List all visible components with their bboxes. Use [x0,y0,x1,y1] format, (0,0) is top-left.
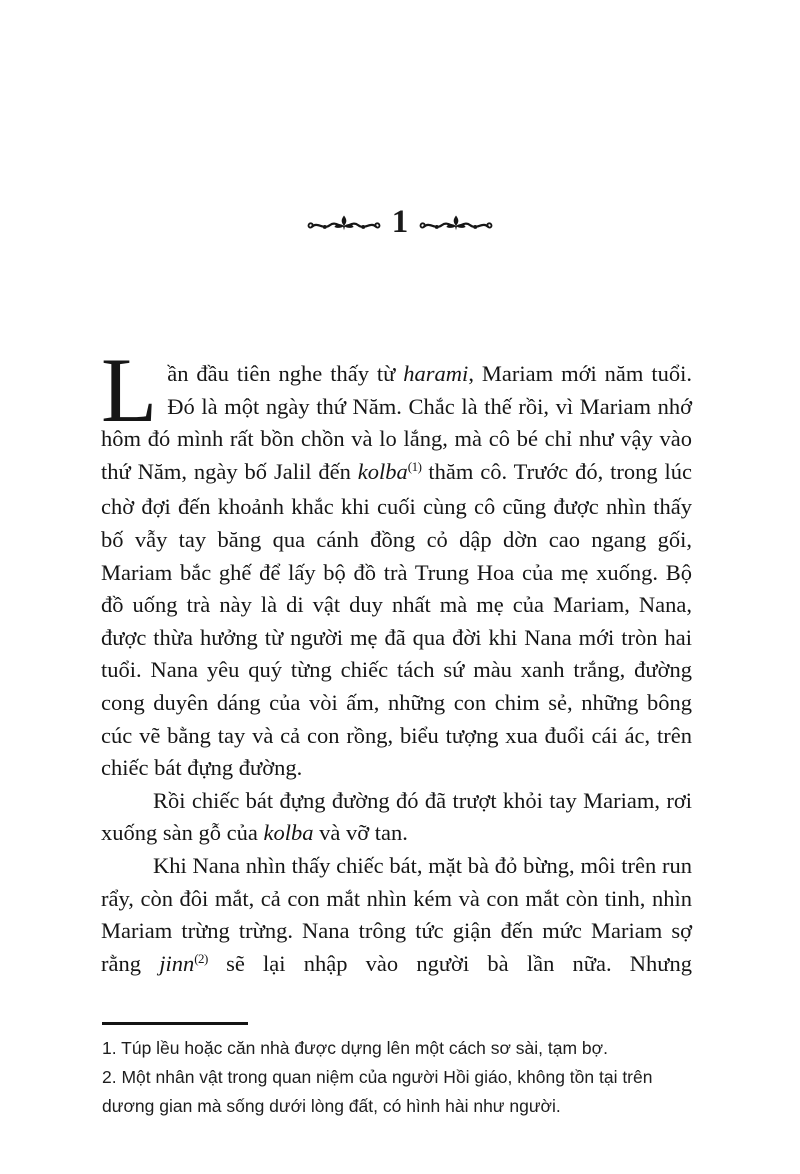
chapter-heading [0,205,800,243]
footnote-area [102,1022,708,1121]
text-run: ần đầu tiên nghe thấy từ [167,361,404,386]
flourish-left-icon [307,214,381,234]
italic-term: harami [403,361,469,386]
footnote: 2. Một nhân vật trong quan niệm của người Hồi giáo, không tồn tại trên dương gian mà sống dưới lòng đất, có hình hài như người. [102,1067,653,1116]
footnote: 1. Túp lều hoặc căn nhà được dựng lên một cách sơ sài, tạm bợ. [102,1038,608,1058]
body-text [101,339,692,983]
paragraph [101,339,692,785]
italic-term: jinn [159,950,195,976]
text-run: Rồi chiếc bát đựng đường đó đã trượt khỏi tay Mariam, rơi xuống sàn gỗ của [101,787,692,846]
drop-cap: L [101,339,158,441]
text-run: sẽ lại nhập vào người bà lần nữa. Nhưng [207,950,692,976]
paragraph [101,785,692,850]
text-run: thăm cô. Trước đó, trong lúc chờ đợi đến khoảnh khắc khi cuối cùng cô cũng được nhìn thấy bố vẫy tay băng qua cánh đồng cỏ dập dờn cao ngang gối, Mariam bắc ghế để lấy bộ đồ trà Trung Hoa của mẹ xuống. Bộ đồ uống trà này là di vật duy nhất mà mẹ của Mariam, Nana, được thừa hưởng từ người mẹ đã qua đời khi Nana mới tròn hai tuổi. Nana yêu quý từng chiếc tách sứ màu xanh trắng, đường cong duyên dáng của vòi ấm, những con chim sẻ, những bông cúc vẽ bằng tay và cả con rồng, biểu tượng xua đuổi cái ác, trên chiếc bát đựng đường. [101,458,692,781]
footnote-marker: (1) [407,458,422,474]
chapter-number: 1 [391,203,409,240]
paragraph [101,850,692,983]
italic-term: kolba [263,820,314,846]
text-run: Khi Nana nhìn thấy chiếc bát, mặt bà đỏ bừng, môi trên run rẩy, còn đôi mắt, cả con mắt nhìn kém và con mắt còn tinh, nhìn Mariam trừng trừng. Nana trông tức giận đến mức Mariam sợ rằng [101,852,692,976]
text-run: và vỡ tan. [313,820,408,846]
flourish-right-icon [419,214,493,234]
footnote-marker: (2) [194,950,208,966]
footnote-divider [102,1022,248,1025]
text-run: , Mariam mới năm tuổi. Đó là một ngày thứ Năm. Chắc là thế rồi, vì Mariam nhớ hôm đó mình rất bồn chồn và lo lắng, mà cô bé chỉ như vậy vào thứ Năm, ngày bố Jalil đến [101,361,692,484]
italic-term: kolba [357,458,408,484]
footnote-list [102,1034,708,1121]
